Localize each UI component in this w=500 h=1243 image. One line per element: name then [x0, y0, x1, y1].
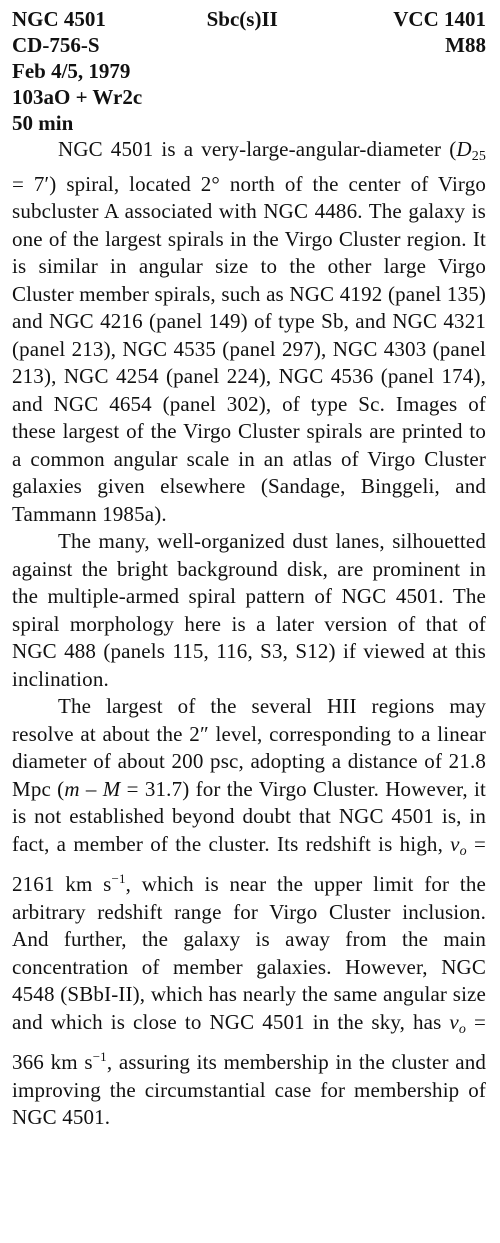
velocity-symbol-1: v — [450, 831, 460, 856]
document-page — [12, 6, 486, 1132]
paragraph-3-text-f: , assuring its membership in the cluster and improving the circumstantial case for membership of NGC 4501. — [12, 1050, 486, 1129]
alt-name: M88 — [445, 33, 486, 57]
diameter-symbol: D — [456, 137, 472, 161]
header-row-2 — [12, 32, 486, 58]
header-row-1 — [12, 6, 486, 32]
absolute-mag-symbol: M — [102, 776, 121, 801]
observation-date: Feb 4/5, 1979 — [12, 59, 131, 83]
paragraph-3-text-c: = 2161 km s — [12, 831, 486, 896]
paragraph-3-text-e: = 366 km s — [12, 1009, 486, 1074]
apparent-mag-symbol: m — [64, 776, 80, 801]
emulsion-filter: 103aO + Wr2c — [12, 85, 143, 109]
diameter-subscript: 25 — [471, 149, 486, 164]
paragraph-2: The many, well-organized dust lanes, silhouetted against the bright background disk, are prominent in the multiple-armed spiral pattern of NGC 4501. The spiral morphology here is a later version of that of NGC 488 (panels 115, 116, S3, S12) if viewed at this inclination. — [12, 529, 486, 691]
paragraph-3-text-a: The largest of the several HII regions may resolve at about the 2″ level, corresponding to a linear diameter of about 200 psc, adopting a distance of 21.8 Mpc ( — [12, 694, 486, 801]
object-name: NGC 4501 — [12, 7, 106, 31]
velocity-subscript-1: o — [459, 843, 467, 859]
paragraph-3-text-d: , which is near the upper limit for the arbitrary redshift range for Virgo Cluster inclusion. And further, the galaxy is away from the main concentration of member galaxies. However, NGC 4548 (SBbI-II), which has nearly the same angular size and which is close to NGC 4501 in the sky, has — [12, 872, 486, 1034]
vcc-number: VCC 1401 — [393, 7, 486, 31]
paragraph-1-text-a: NGC 4501 is a very-large-angular-diameter ( — [58, 137, 457, 161]
paragraph-1 — [12, 136, 486, 528]
velocity-subscript-2: o — [458, 1021, 467, 1037]
velocity-symbol-2: v — [449, 1009, 459, 1034]
plate-id: CD-756-S — [12, 33, 100, 57]
paragraph-3-text-b: = 31.7) for the Virgo Cluster. However, it is not established beyond doubt that NGC 4501 is, in fact, a member of the cluster. Its redshift is high, — [12, 776, 486, 856]
morphological-type: Sbc(s)II — [206, 7, 278, 31]
exposure-time: 50 min — [12, 111, 74, 135]
unit-exponent-1: −1 — [111, 871, 126, 886]
unit-exponent-2: −1 — [92, 1049, 107, 1064]
paragraph-1-text-b: = 7′) spiral, located 2° north of the center of Virgo subcluster A associated with NGC 4486. The galaxy is one of the largest spirals in the Virgo Cluster region. It is similar in angular size to the other large Virgo Cluster member spirals, such as NGC 4192 (panel 135) and NGC 4216 (panel 149) of type Sb, and NGC 4321 (panel 213), NGC 4535 (panel 297), NGC 4303 (panel 213), NGC 4254 (panel 224), NGC 4536 (panel 174), and NGC 4654 (panel 302), of type Sc. Images of these largest of the Virgo Cluster spirals are printed to a common angular scale in an atlas of Virgo Cluster galaxies given elsewhere (Sandage, Binggeli, and Tammann 1985a). — [12, 171, 486, 526]
paragraph-3 — [12, 693, 486, 1132]
body-text — [12, 136, 486, 1132]
minus-sign: – — [79, 776, 103, 801]
